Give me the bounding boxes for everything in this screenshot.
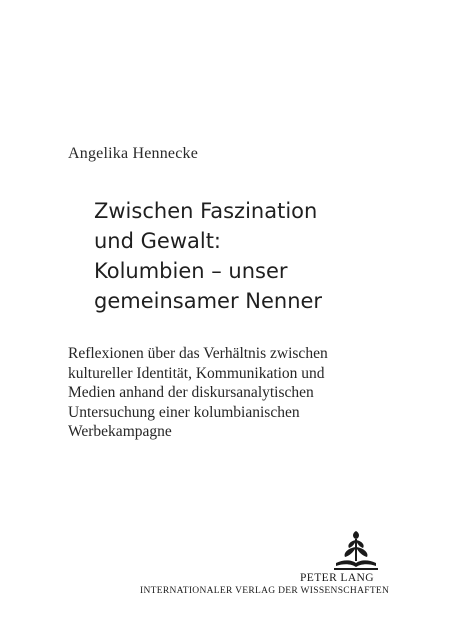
subtitle-line-5: Werbekampagne (68, 423, 172, 440)
subtitle-line-4: Untersuchung einer kolumbianischen (68, 403, 300, 421)
subtitle-line-3: Medien anhand der diskursanalytischen (68, 384, 314, 401)
author-name: Angelika Hennecke (68, 145, 199, 162)
subtitle-line-2: kultureller Identität, Kommunikation und (68, 364, 325, 382)
book-title (94, 196, 434, 316)
title-line-2: und Gewalt: (94, 229, 222, 253)
title-line-3: Kolumbien – unser (94, 259, 288, 283)
subtitle-line-1: Reflexionen über das Verhältnis zwischen (68, 345, 328, 362)
title-line-1: Zwischen Faszination (94, 199, 318, 223)
title-line-4: gemeinsamer Nenner (94, 289, 323, 313)
publisher-tagline: INTERNATIONALER VERLAG DER WISSENSCHAFTEN (140, 586, 390, 596)
publisher-name: PETER LANG (300, 572, 374, 584)
peter-lang-tree-logo-icon (330, 529, 382, 573)
book-subtitle (68, 344, 428, 442)
